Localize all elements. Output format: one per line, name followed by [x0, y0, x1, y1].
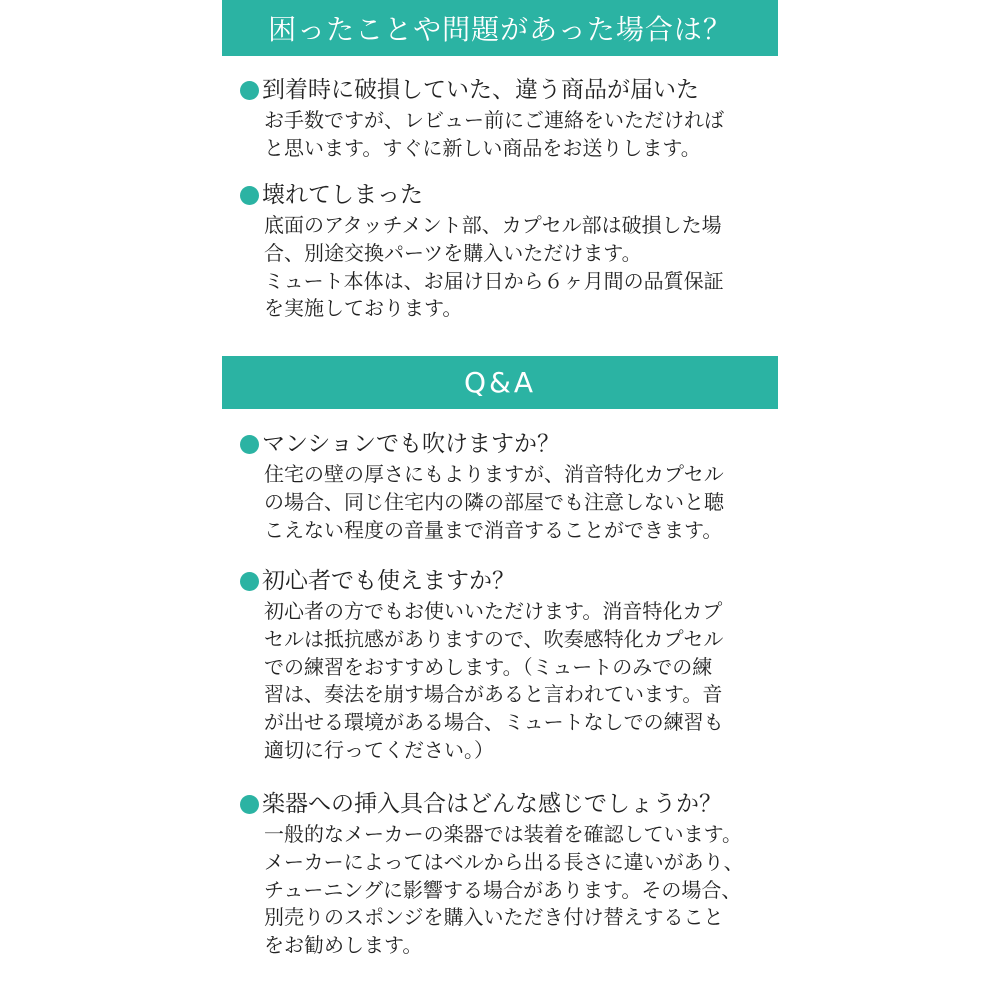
- faq-item-line: 別売りのスポンジを購入いただき付け替えすること: [264, 905, 724, 930]
- faq-item-line: の場合、同じ住宅内の隣の部屋でも注意しないと聴: [264, 489, 724, 514]
- faq-item-heading: 初心者でも使えますか？: [262, 568, 515, 594]
- bullet-dot-icon: [240, 435, 259, 454]
- faq-item-heading-row: [240, 566, 780, 596]
- faq-item: [240, 75, 780, 163]
- faq-item-line: と思います。すぐに新しい商品をお送りします。: [264, 135, 701, 160]
- faq-item-line: メーカーによってはベルから出る長さに違いがあり、: [264, 849, 744, 874]
- faq-item-line: お手数ですが、レビュー前にご連絡をいただければ: [264, 108, 724, 132]
- faq-item-body: [264, 107, 780, 163]
- bullet-dot-icon: [240, 795, 259, 814]
- faq-item-heading: 壊れてしまった: [262, 182, 423, 208]
- faq-item-heading: 楽器への挿入具合はどんな感じでしょうか？: [262, 791, 722, 817]
- bullet-dot-icon: [240, 81, 259, 100]
- faq-item-body: [264, 821, 780, 960]
- faq-item-line: ミュート本体は、お届け日から６ヶ月間の品質保証: [264, 268, 724, 293]
- faq-item-heading: マンションでも吹けますか？: [262, 431, 560, 457]
- faq-item-heading-row: [240, 789, 780, 819]
- qa-section-header: [222, 356, 778, 409]
- faq-item-line: 一般的なメーカーの楽器では装着を確認しています。: [264, 822, 742, 846]
- faq-item: [240, 566, 780, 765]
- faq-item: [240, 429, 780, 544]
- faq-item-line: チューニングに影響する場合があります。その場合、: [264, 877, 742, 902]
- faq-item-line: セルは抵抗感がありますので、吹奏感特化カプセル: [264, 626, 724, 651]
- faq-item-line: を実施しております。: [264, 296, 463, 321]
- faq-item-line: 習は、奏法を崩す場合があると言われています。音: [264, 682, 723, 707]
- faq-item-line: 合、別途交換パーツを購入いただけます。: [264, 240, 642, 265]
- faq-item-body: [264, 212, 780, 323]
- faq-item-heading-row: [240, 75, 780, 105]
- faq-item-line: 適切に行ってください。）: [264, 737, 494, 762]
- faq-item-line: をお勧めします。: [264, 933, 423, 958]
- faq-item: [240, 789, 780, 960]
- qa-section-title: Q&A: [463, 366, 537, 399]
- faq-item-body: [264, 598, 780, 765]
- faq-item: [240, 180, 780, 323]
- faq-item-line: 底面のアタッチメント部、カプセル部は破損した場: [264, 213, 722, 237]
- problems-section-title: 困ったことや問題があった場合は？: [268, 13, 732, 46]
- faq-item-line: 住宅の壁の厚さにもよりますが、消音特化カプセル: [264, 462, 724, 486]
- faq-item-line: 初心者の方でもお使いいただけます。消音特化カプ: [264, 599, 723, 623]
- bullet-dot-icon: [240, 572, 259, 591]
- problems-section-header: [222, 0, 778, 56]
- faq-item-line: での練習をおすすめします。（ミュートのみでの練: [264, 654, 713, 679]
- faq-item-heading-row: [240, 429, 780, 459]
- bullet-dot-icon: [240, 186, 259, 205]
- faq-item-line: が出せる環境がある場合、ミュートなしでの練習も: [264, 710, 724, 735]
- faq-item-heading-row: [240, 180, 780, 210]
- faq-item-line: こえない程度の音量まで消音することができます。: [264, 517, 723, 542]
- faq-item-heading: 到着時に破損していた、違う商品が届いた: [262, 77, 699, 103]
- faq-item-body: [264, 461, 780, 544]
